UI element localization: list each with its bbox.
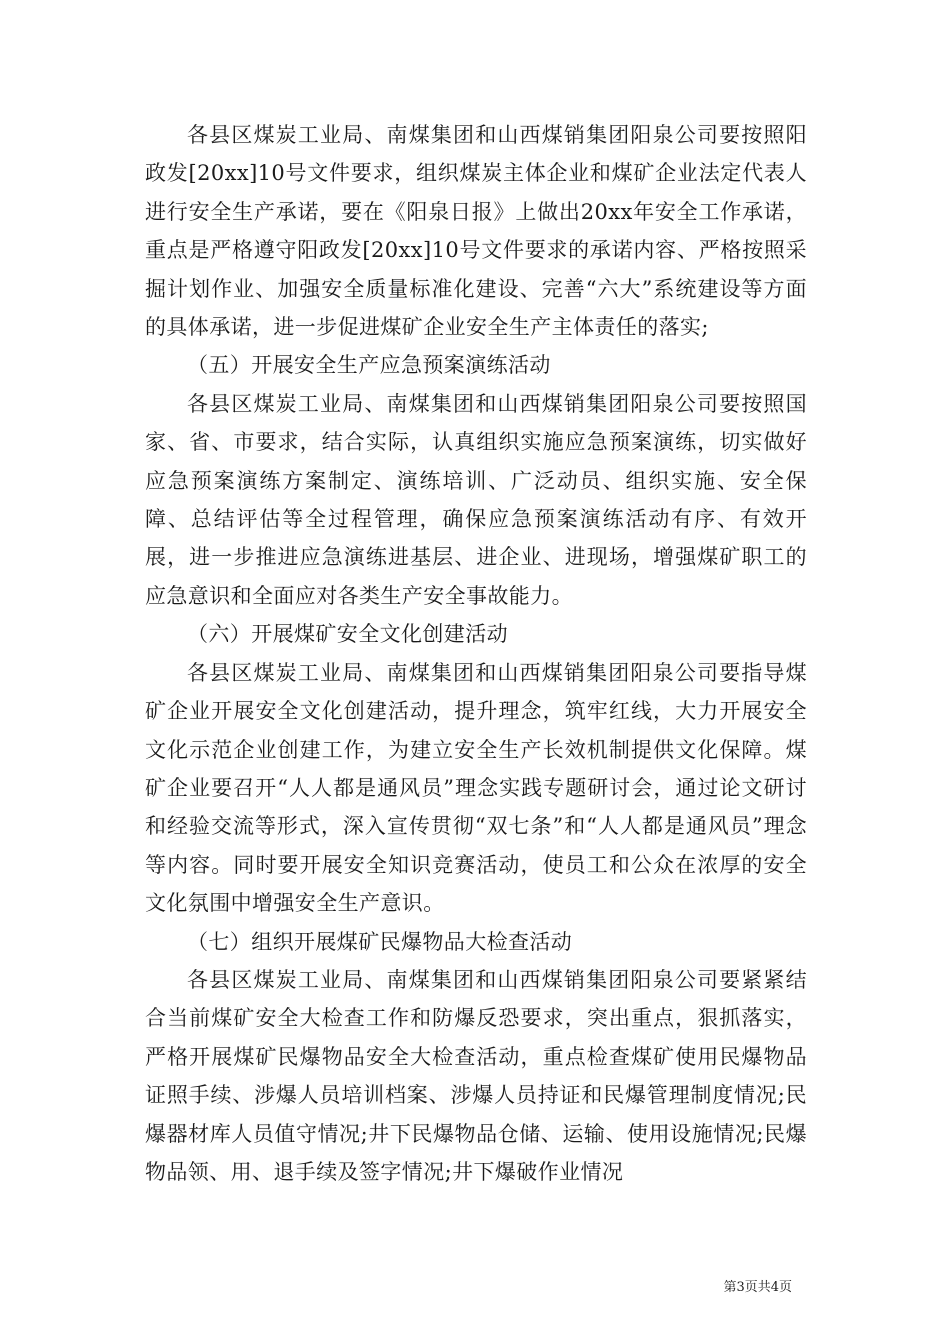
section-heading-5: （五）开展安全生产应急预案演练活动 [187,353,551,378]
paragraph-commitment: 各县区煤炭工业局、南煤集团和山西煤销集团阳泉公司要按照阳政发[20xx]10号文件要求，组织煤炭主体企业和煤矿企业法定代表人进行安全生产承诺，要在《阳泉日报》上做出20xx年安全工作承诺，重点是严格遵守阳政发[20xx]10号文件要求的承诺内容、严格按照采掘计划作业、加强安全质量标准化建设、完善“六大”系统建设等方面的具体承诺，进一步促进煤矿企业安全生产主体责任的落实; [145,123,807,340]
section-heading-7: （七）组织开展煤矿民爆物品大检查活动 [187,929,573,954]
paragraph-safety-culture: 各县区煤炭工业局、南煤集团和山西煤销集团阳泉公司要指导煤矿企业开展安全文化创建活动，提升理念，筑牢红线，大力开展安全文化示范企业创建工作，为建立安全生产长效机制提供文化保障。煤矿企业要召开“人人都是通风员”理念实践专题研讨会，通过论文研讨和经验交流等形式，深入宣传贯彻“双七条”和“人人都是通风员”理念等内容。同时要开展安全知识竞赛活动，使员工和公众在浓厚的安全文化氛围中增强安全生产意识。 [145,660,807,916]
paragraph-explosives-inspection: 各县区煤炭工业局、南煤集团和山西煤销集团阳泉公司要紧紧结合当前煤矿安全大检查工作和防爆反恐要求，突出重点，狠抓落实，严格开展煤矿民爆物品安全大检查活动，重点检查煤矿使用民爆物品证照手续、涉爆人员培训档案、涉爆人员持证和民爆管理制度情况;民爆器材库人员值守情况;井下民爆物品仓储、运输、使用设施情况;民爆物品领、用、退手续及签字情况;井下爆破作业情况 [145,967,807,1184]
document-body [145,116,807,1191]
paragraph-emergency-drill: 各县区煤炭工业局、南煤集团和山西煤销集团阳泉公司要按照国家、省、市要求，结合实际，认真组织实施应急预案演练，切实做好应急预案演练方案制定、演练培训、广泛动员、组织实施、安全保障、总结评估等全过程管理，确保应急预案演练活动有序、有效开展，进一步推进应急演练进基层、进企业、进现场，增强煤矿职工的应急意识和全面应对各类生产安全事故能力。 [145,391,807,608]
section-heading-6: （六）开展煤矿安全文化创建活动 [187,622,508,647]
page-number: 第3页共4页 [723,1280,792,1295]
